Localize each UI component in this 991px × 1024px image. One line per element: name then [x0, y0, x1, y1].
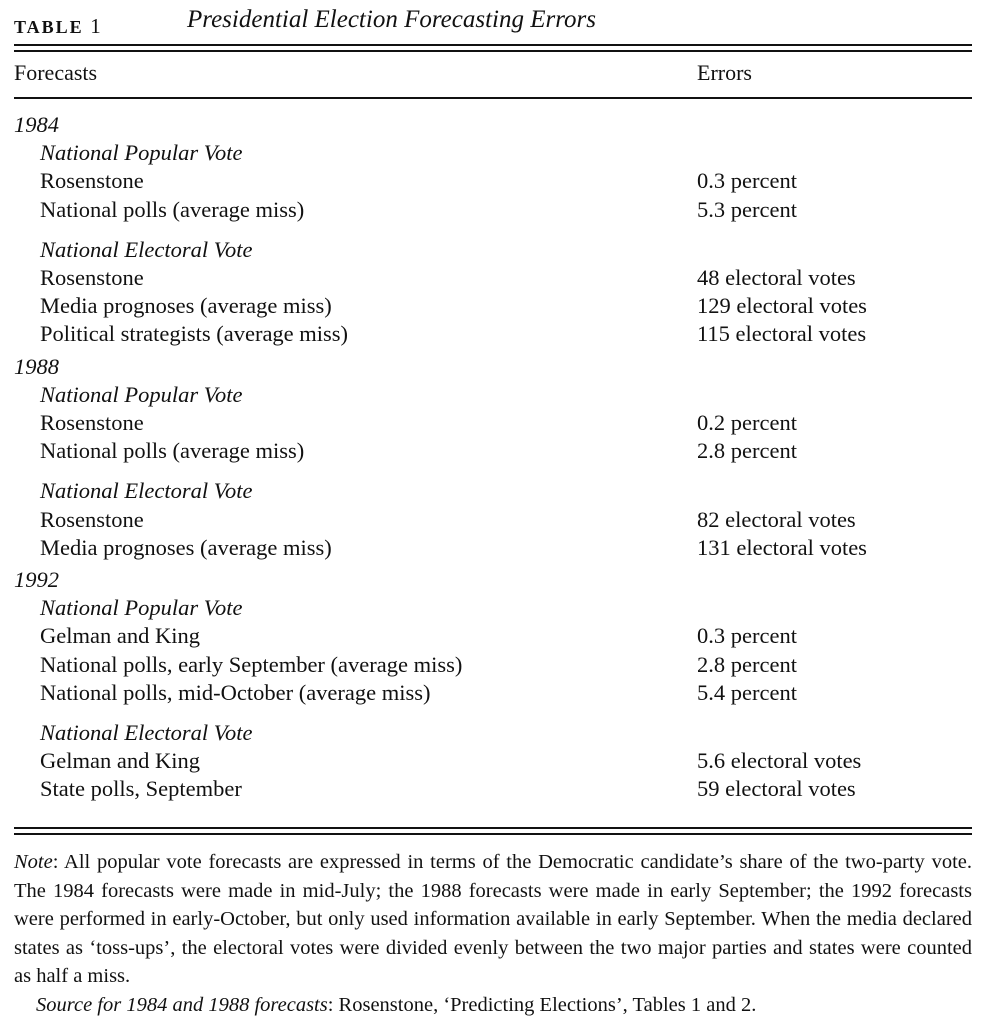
- bottom-rule-1: [14, 827, 972, 829]
- table-row: [14, 437, 972, 465]
- note-paragraph: [14, 848, 972, 991]
- error-cell: 82 electoral votes: [697, 506, 856, 532]
- forecast-cell: Media prognoses (average miss): [40, 534, 332, 560]
- error-cell: 5.3 percent: [697, 196, 797, 222]
- forecast-cell: Rosenstone: [40, 265, 144, 290]
- error-cell: 131 electoral votes: [697, 534, 867, 560]
- header-errors: Errors: [697, 60, 752, 85]
- error-cell: 59 electoral votes: [697, 776, 856, 802]
- forecast-cell: National polls, mid-October (average miss): [40, 679, 431, 705]
- year-label: 1992: [14, 567, 59, 592]
- group-title: National Electoral Vote: [40, 236, 253, 262]
- forecast-cell: Political strategists (average miss): [40, 321, 349, 347]
- header-forecasts: Forecasts: [14, 60, 98, 85]
- error-cell: 0.3 percent: [697, 168, 797, 194]
- table-header: [14, 60, 972, 90]
- header-rule: [14, 97, 972, 99]
- group-heading: [14, 719, 972, 747]
- table-row: [14, 292, 972, 320]
- group-heading: [14, 594, 972, 622]
- table-label: TABLE 1: [14, 14, 101, 38]
- table-row: [14, 679, 972, 707]
- year-heading: [14, 353, 972, 381]
- forecast-cell: Gelman and King: [40, 623, 200, 649]
- table-row: [14, 747, 972, 775]
- group-title: National Popular Vote: [40, 140, 243, 166]
- error-cell: 2.8 percent: [697, 651, 797, 677]
- forecast-cell: Rosenstone: [40, 506, 144, 532]
- table-row: [14, 264, 972, 292]
- group-title: National Electoral Vote: [40, 478, 253, 504]
- group-title: National Electoral Vote: [40, 720, 253, 745]
- table-row: [14, 506, 972, 534]
- error-cell: 129 electoral votes: [697, 293, 867, 319]
- error-cell: 5.4 percent: [697, 679, 797, 705]
- year-label: 1984: [14, 112, 59, 137]
- group-heading: [14, 477, 972, 505]
- group-heading: [14, 139, 972, 167]
- error-cell: 2.8 percent: [697, 438, 797, 464]
- error-cell: 48 electoral votes: [697, 265, 856, 290]
- forecast-cell: Media prognoses (average miss): [40, 293, 332, 319]
- note-text: : All popular vote forecasts are expressed in terms of the Democratic candidate’s share of the two-party vote. The 1984 forecasts were made in mid-July; the 1988 forecasts were made in early September; the 1992 forecasts were performed in early-October, but only used information available in early September. When the media declared states as ‘toss-ups’, the electoral votes were divided evenly between the two major parties and states were counted as half a miss.: [14, 851, 972, 988]
- table-notes: [14, 848, 972, 1020]
- group-heading: [14, 236, 972, 264]
- error-cell: 0.3 percent: [697, 623, 797, 649]
- forecast-cell: State polls, September: [40, 776, 242, 802]
- table-row: [14, 320, 972, 348]
- forecast-cell: National polls (average miss): [40, 438, 305, 464]
- top-rule-2: [14, 50, 972, 52]
- table-row: [14, 167, 972, 195]
- source-label: Source for 1984 and 1988 forecasts: [36, 993, 328, 1016]
- forecast-cell: National polls, early September (average miss): [40, 651, 463, 677]
- forecast-cell: Gelman and King: [40, 748, 200, 774]
- error-cell: 5.6 electoral votes: [697, 748, 862, 774]
- table-row: [14, 651, 972, 679]
- forecast-cell: Rosenstone: [40, 410, 144, 435]
- table-row: [14, 622, 972, 650]
- year-label: 1988: [14, 353, 59, 379]
- forecast-cell: Rosenstone: [40, 168, 144, 194]
- table-row: [14, 409, 972, 437]
- group-title: National Popular Vote: [40, 595, 243, 621]
- table-row: [14, 196, 972, 224]
- table-row: [14, 775, 972, 803]
- group-heading: [14, 381, 972, 409]
- forecast-cell: National polls (average miss): [40, 196, 305, 222]
- year-heading: [14, 111, 972, 139]
- source-paragraph: [14, 991, 972, 1020]
- year-heading: [14, 566, 972, 594]
- top-rule-1: [14, 44, 972, 46]
- error-cell: 0.2 percent: [697, 410, 797, 435]
- group-title: National Popular Vote: [40, 381, 243, 407]
- table-row: [14, 534, 972, 562]
- error-cell: 115 electoral votes: [697, 321, 867, 347]
- bottom-rule-2: [14, 833, 972, 835]
- table-caption: Presidential Election Forecasting Errors: [187, 6, 596, 33]
- source-text: : Rosenstone, ‘Predicting Elections’, Tables 1 and 2.: [327, 993, 757, 1016]
- note-label: Note: [14, 851, 53, 873]
